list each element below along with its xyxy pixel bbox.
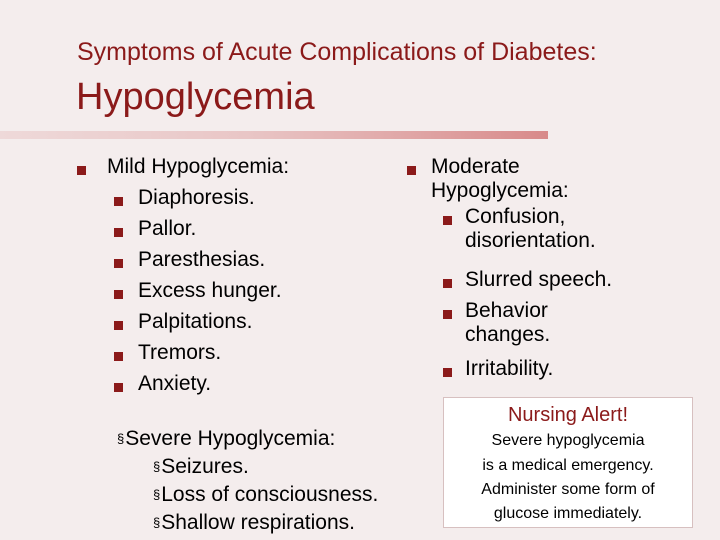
- alert-line: Administer some form of: [481, 481, 655, 498]
- bullet-icon: [114, 352, 123, 361]
- moderate-item: Irritability.: [465, 357, 554, 380]
- section-sign-icon: §: [153, 515, 161, 530]
- bullet-icon: [114, 290, 123, 299]
- alert-title: Nursing Alert!: [507, 404, 629, 426]
- bullet-icon: [114, 383, 123, 392]
- moderate-heading: Moderate: [431, 155, 520, 178]
- mild-heading: Mild Hypoglycemia:: [107, 155, 290, 178]
- section-sign-icon: §: [117, 431, 125, 446]
- severe-item-row: [153, 455, 249, 479]
- nursing-alert-box: [443, 397, 693, 528]
- alert-line: Severe hypoglycemia: [491, 432, 645, 449]
- bullet-icon: [114, 259, 123, 268]
- severe-heading: Severe Hypoglycemia:: [125, 427, 336, 450]
- slide-title: Hypoglycemia: [76, 76, 315, 118]
- moderate-item: Confusion,: [465, 205, 566, 228]
- moderate-item: changes.: [465, 323, 551, 346]
- bullet-icon: [407, 166, 416, 175]
- severe-item-row: [153, 511, 355, 535]
- mild-item: Pallor.: [138, 217, 197, 240]
- severe-item: Seizures.: [161, 455, 249, 478]
- bullet-icon: [443, 279, 452, 288]
- alert-line: is a medical emergency.: [482, 457, 654, 474]
- moderate-heading: Hypoglycemia:: [431, 179, 569, 202]
- mild-item: Palpitations.: [138, 310, 253, 333]
- severe-heading-row: [117, 427, 335, 451]
- section-sign-icon: §: [153, 487, 161, 502]
- bullet-icon: [114, 228, 123, 237]
- mild-item: Paresthesias.: [138, 248, 266, 271]
- slide-subtitle: Symptoms of Acute Complications of Diabetes:: [77, 38, 597, 66]
- title-divider: [0, 131, 548, 139]
- bullet-icon: [443, 368, 452, 377]
- moderate-item: Behavior: [465, 299, 548, 322]
- bullet-icon: [114, 321, 123, 330]
- severe-item: Shallow respirations.: [161, 511, 355, 534]
- severe-item: Loss of consciousness.: [161, 483, 379, 506]
- mild-item: Tremors.: [138, 341, 222, 364]
- section-sign-icon: §: [153, 459, 161, 474]
- mild-item: Excess hunger.: [138, 279, 282, 302]
- alert-line: glucose immediately.: [493, 505, 643, 522]
- bullet-icon: [443, 310, 452, 319]
- bullet-icon: [114, 197, 123, 206]
- severe-item-row: [153, 483, 378, 507]
- mild-item: Anxiety.: [138, 372, 212, 395]
- mild-item: Diaphoresis.: [138, 186, 255, 209]
- bullet-icon: [77, 166, 86, 175]
- moderate-item: disorientation.: [465, 229, 596, 252]
- moderate-item: Slurred speech.: [465, 268, 613, 291]
- bullet-icon: [443, 216, 452, 225]
